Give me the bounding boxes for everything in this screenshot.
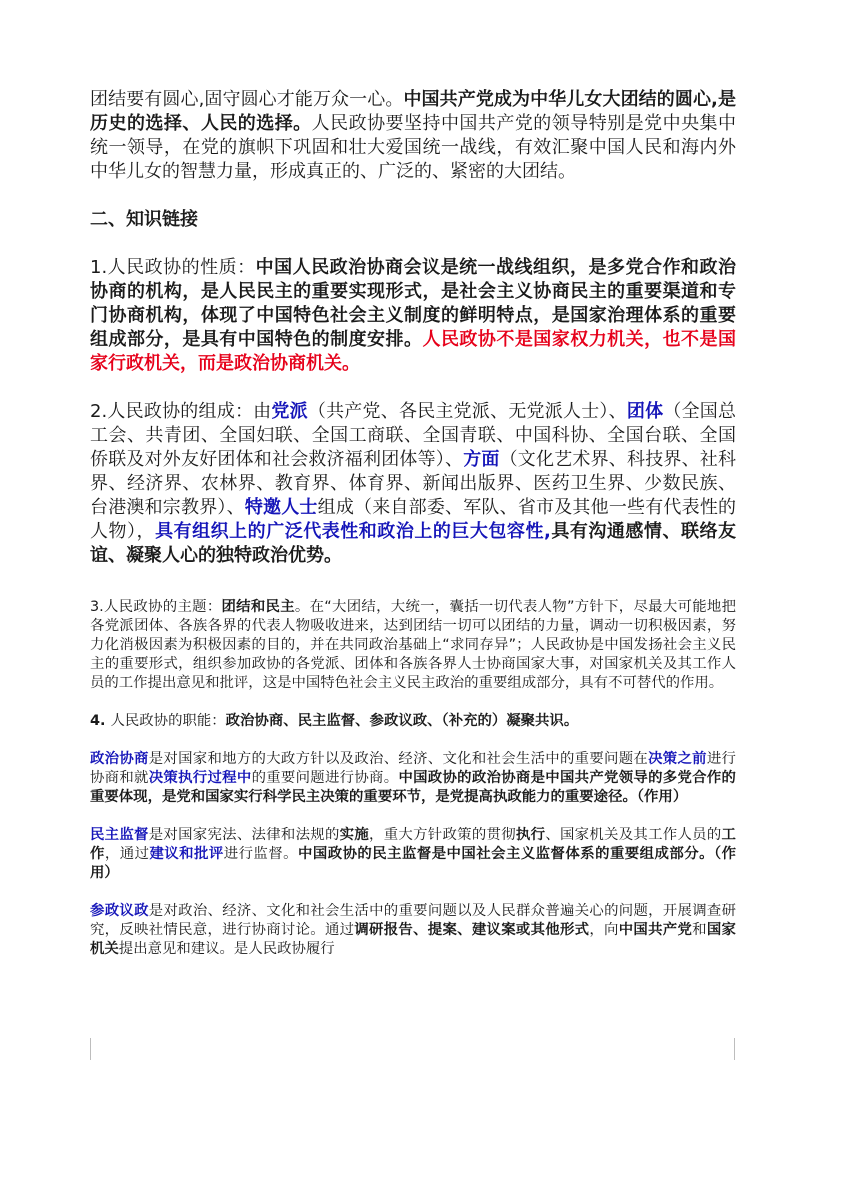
text-run: 执行 <box>515 827 546 843</box>
document-page <box>90 88 736 959</box>
page-frame-left-mark <box>90 1038 91 1060</box>
text-run: ，通过 <box>104 846 150 862</box>
text-run: 团结和民主 <box>221 599 295 615</box>
text-run: 参政议政 <box>90 903 149 919</box>
text-run: 方面 <box>463 449 500 470</box>
text-run: 调研报告、提案、建议案或其他形式 <box>354 922 590 938</box>
nature-paragraph <box>90 256 736 376</box>
text-run: 具有沟通感情、联络友谊、凝聚人心的独特政治优势。 <box>90 521 736 566</box>
text-run: 具有组织上的广泛代表性和政治上的巨大包容性, <box>155 521 551 542</box>
section-heading: 二、知识链接 <box>90 209 198 230</box>
text-run: 是对国家宪法、法律和法规的 <box>148 827 340 843</box>
text-run: （文化艺术界、科技界、社科界、经济界、农林界、教育界、体育界、新闻出版界、医药卫生界、少数民族、台港澳和宗教界）、 <box>90 449 737 518</box>
text-run: 特邀人士 <box>244 497 318 518</box>
text-run: 中国政协的政治协商是中国共产党领导的多党合作的重要体现，是党和国家实行科学民主决策的重要环节，是党提高执政能力的重要途径。（作用） <box>90 770 736 805</box>
text-run: 4. <box>90 713 111 729</box>
text-run: 中国政协的民主监督是中国社会主义监督体系的重要组成部分。（作用） <box>90 846 736 881</box>
text-run: 政治协商 <box>90 751 149 767</box>
text-run: 2.人民政协的组成：由 <box>90 401 272 422</box>
text-run: 中国人民政治协商会议是统一战线组织，是多党合作和政治协商的机构，是人民民主的重要实现形式，是社会主义协商民主的重要渠道和专门协商机构，体现了中国特色社会主义制度的鲜明特点，是国家治理体系的重要组成部分，是具有中国特色的制度安排。 <box>90 257 736 350</box>
text-run: 1.人民政协的性质： <box>90 257 256 278</box>
text-run: 。在“大团结，大统一，囊括一切代表人物”方针下，尽最大可能地把各党派团体、各族各界的代表人物吸收进来，达到团结一切可以团结的力量，调动一切积极因素，努力化消极因素为积极因素的目的，并在共同政治基础上“求同存异”；人民政协是中国发扬社会主义民主的重要形式，组织参加政协的各党派、团体和各族各界人士协商国家大事，对国家机关及其工作人员的工作提出意见和批评，这是中国特色社会主义民主政治的重要组成部分，具有不可替代的作用。 <box>90 599 736 691</box>
text-run: 民主监督 <box>90 827 149 843</box>
text-run: 建议和批评 <box>149 846 224 862</box>
composition-paragraph <box>90 400 736 568</box>
text-run: ，重大方针政策的贯彻 <box>369 827 516 843</box>
text-run: 进行监督。 <box>223 846 298 862</box>
democratic-supervision-paragraph <box>90 826 736 883</box>
text-run: 是对政治、经济、文化和社会生活中的重要问题以及人民群众普遍关心的问题，开展调查研究，反映社情民意，进行协商讨论。通过 <box>90 903 736 938</box>
participation-paragraph <box>90 902 736 959</box>
text-run: 实施 <box>339 827 370 843</box>
functions-paragraph <box>90 712 736 731</box>
text-run: ，向 <box>589 922 619 938</box>
intro-paragraph <box>90 88 736 184</box>
text-run: 人民政协不是国家权力机关，也不是国家行政机关，而是政治协商机关。 <box>90 329 736 374</box>
text-run: 组成（来自部委、军队、省市及其他一些有代表性的人物）， <box>90 497 737 542</box>
text-run: 党派 <box>271 401 308 422</box>
political-consultation-paragraph <box>90 750 736 807</box>
text-run: 提出意见和建议。是人民政协履行 <box>118 941 335 957</box>
text-run: 团体 <box>626 401 664 422</box>
text-run: 国家机关 <box>90 922 736 957</box>
text-run: （共产党、各民主党派、无党派人士）、 <box>307 401 627 422</box>
text-run: 政治协商、民主监督、参政议政、（补充的）凝聚共识。 <box>225 713 579 729</box>
text-run: 是对国家和地方的大政方针以及政治、经济、文化和社会生活中的重要问题在 <box>148 751 649 767</box>
text-run: 决策执行过程中 <box>148 770 252 786</box>
text-run: 中国共产党成为中华儿女大团结的圆心,是历史的选择、人民的选择。 <box>90 89 736 134</box>
page-frame-right-mark <box>734 1038 735 1060</box>
text-run: 中国共产党 <box>618 922 693 938</box>
text-run: 决策之前 <box>648 751 707 767</box>
text-run: 人民政协要坚持中国共产党的领导特别是党中央集中统一领导，在党的旗帜下巩固和壮大爱国统一战线，有效汇聚中国人民和海内外中华儿女的智慧力量，形成真正的、广泛的、紧密的大团结。 <box>90 113 737 182</box>
text-run: 的重要问题进行协商。 <box>251 770 399 786</box>
text-run: （全国总工会、共青团、全国妇联、全国工商联、全国青联、中国科协、全国台联、全国侨联及对外友好团体和社会救济福利团体等）、 <box>90 401 737 470</box>
text-run: 、国家机关及其工作人员的 <box>545 827 722 843</box>
text-run: 工作 <box>90 827 736 862</box>
text-run: 进行协商和就 <box>90 751 736 786</box>
text-run: 和 <box>692 922 707 938</box>
text-run: 人民政协的职能： <box>110 713 226 729</box>
theme-paragraph <box>90 598 736 693</box>
text-run: 团结要有圆心,固守圆心才能万众一心。 <box>90 89 404 110</box>
text-run: 3.人民政协的主题： <box>90 599 222 615</box>
